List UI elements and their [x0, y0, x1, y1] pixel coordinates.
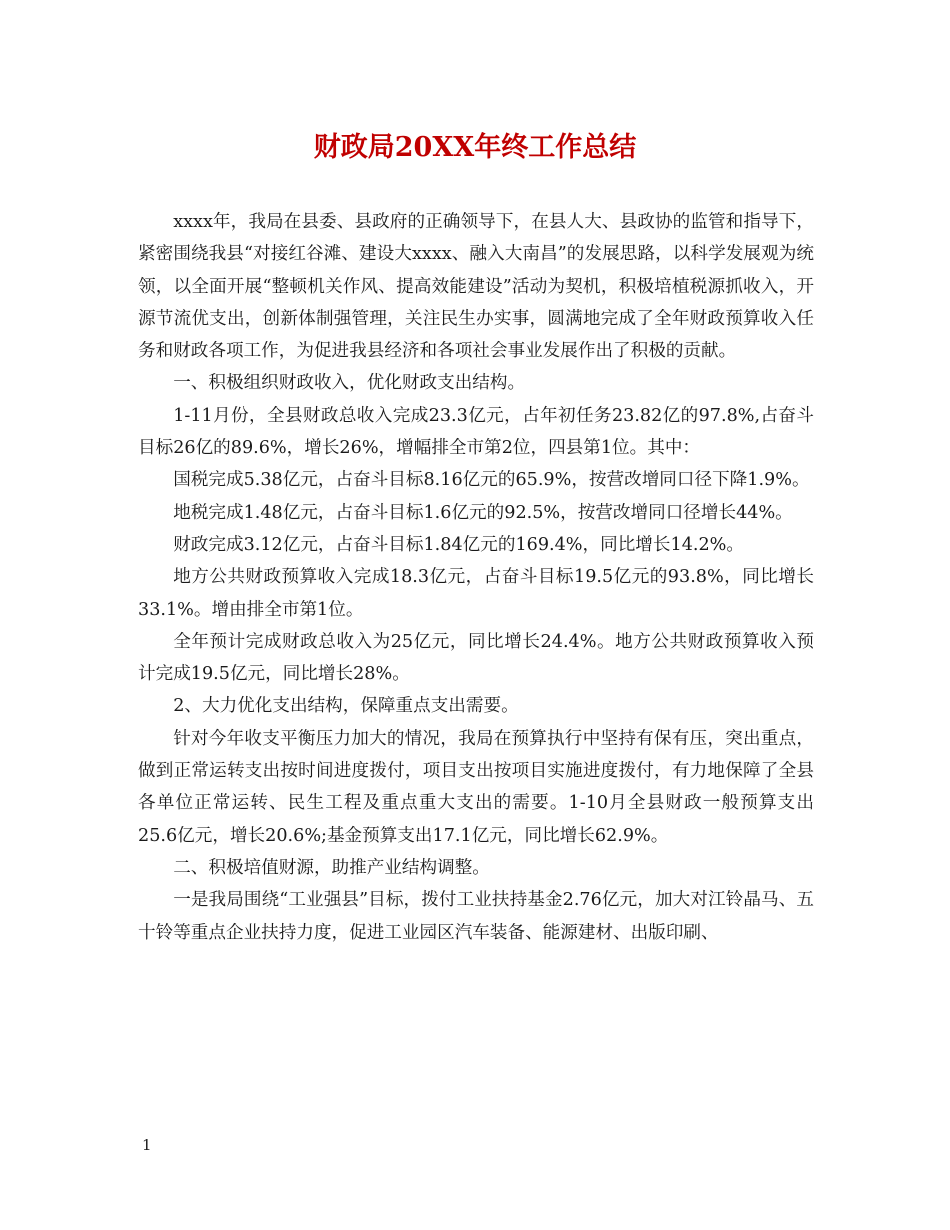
paragraph: 地税完成1.48亿元，占奋斗目标1.6亿元的92.5%，按营改增同口径增长44%。: [173, 502, 793, 523]
page-number: 1: [142, 1136, 152, 1154]
section-heading-2: 二、积极培值财源，助推产业结构调整。: [173, 857, 490, 878]
paragraph: 1-11月份，全县财政总收入完成23.3亿元，占年初任务23.82亿的97.8%,占奋斗目标26亿的89.6%，增长26%，增幅排全市第2位，四县第1位。其中：: [138, 405, 814, 459]
section-heading-1: 一、积极组织财政收入，优化财政支出结构。: [173, 373, 526, 394]
paragraph: 地方公共财政预算收入完成18.3亿元，占奋斗目标19.5亿元的93.8%，同比增长33.1%。增由排全市第1位。: [138, 567, 814, 620]
subsection-heading-2: 2、大力优化支出结构，保障重点支出需要。: [173, 696, 519, 717]
paragraph: 全年预计完成财政总收入为25亿元，同比增长24.4%。地方公共财政预算收入预计完成19.5亿元，同比增长28%。: [138, 631, 814, 685]
document-body: [138, 206, 814, 949]
paragraph: 一是我局围绕“工业强县”目标，拨付工业扶持基金2.76亿元，加大对江铃晶马、五十铃等重点企业扶持力度，促进工业园区汽车装备、能源建材、出版印刷、: [138, 890, 814, 943]
paragraph: 财政完成3.12亿元，占奋斗目标1.84亿元的169.4%，同比增长14.2%。: [173, 534, 744, 555]
paragraph: 针对今年收支平衡压力加大的情况，我局在预算执行中坚持有保有压，突出重点，做到正常运转支出按时间进度拨付，项目支出按项目实施进度拨付，有力地保障了全县各单位正常运转、民生工程及重点重大支出的需要。1-10月全县财政一般预算支出25.6亿元，增长20.6%;基金预算支出17.1亿元，同比增长62.9%。: [138, 728, 814, 846]
document-title: 财政局20XX年终工作总结: [313, 132, 637, 163]
paragraph: 国税完成5.38亿元，占奋斗目标8.16亿元的65.9%，按营改增同口径下降1.9%。: [173, 470, 810, 491]
paragraph-intro: xxxx年，我局在县委、县政府的正确领导下，在县人大、县政协的监管和指导下，紧密围绕我县“对接红谷滩、建设大xxxx、融入大南昌”的发展思路，以科学发展观为统领，以全面开展“整顿机关作风、提高效能建设”活动为契机，积极培植税源抓收入，开源节流优支出，创新体制强管理，关注民生办实事，圆满地完成了全年财政预算收入任务和财政各项工作，为促进我县经济和各项社会事业发展作出了积极的贡献。: [138, 212, 814, 362]
